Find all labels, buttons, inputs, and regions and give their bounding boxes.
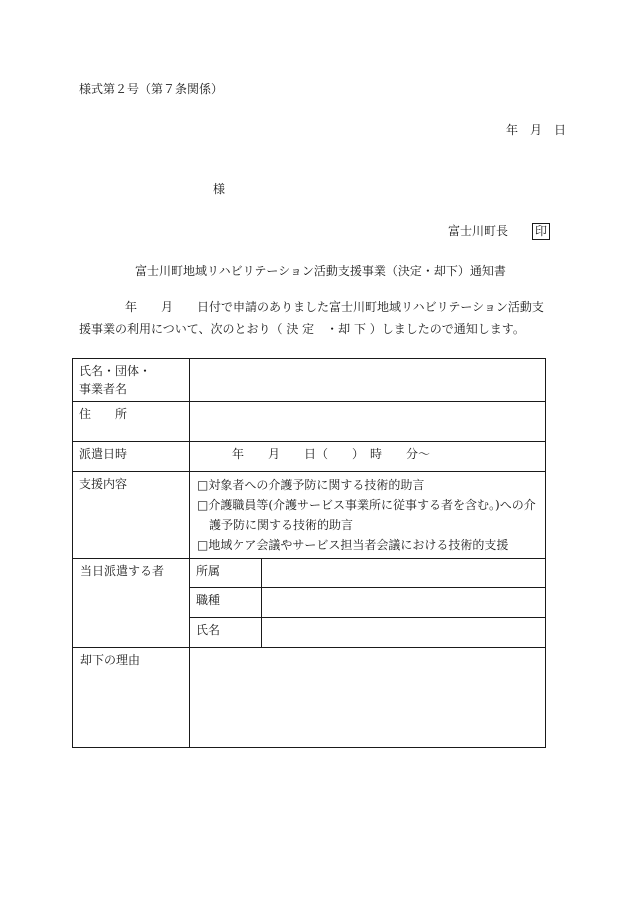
person-name-value-cell <box>262 618 546 648</box>
support-label: 支援内容 <box>73 472 190 559</box>
dispatch-date-label: 派遣日時 <box>73 442 190 472</box>
date-line: 年 月 日 <box>506 123 567 137</box>
rejection-reason-value-cell <box>190 648 546 748</box>
support-row <box>73 472 546 559</box>
dispatch-date-value: 年 月 日（ ） 時 分～ <box>190 442 546 472</box>
document-title: 富士川町地域リハビリテーション活動支援事業（決定・却下）通知書 <box>135 264 506 278</box>
name-label-1: 氏名・団体・ <box>79 364 152 378</box>
support-option-2-cont: 護予防に関する技術的助言 <box>209 518 354 532</box>
affiliation-row <box>73 559 546 588</box>
notice-body <box>79 296 549 340</box>
person-name-label: 氏名 <box>190 618 262 648</box>
rejection-reason-row <box>73 648 546 748</box>
notice-body-line-2: 援事業の利用について、次のとおり（ 決 定 ・却 下 ）しましたので通知します。 <box>79 322 525 336</box>
addressee-suffix: 様 <box>213 182 226 196</box>
dispatch-date-row <box>73 442 546 472</box>
name-label-2: 事業者名 <box>79 382 128 396</box>
occupation-label: 職種 <box>190 588 262 618</box>
dispatch-person-label: 当日派遣する者 <box>73 559 190 648</box>
seal-mark: 印 <box>532 223 550 240</box>
address-label: 住 所 <box>73 402 190 442</box>
support-options-cell <box>190 472 546 559</box>
issuer-block <box>448 222 550 240</box>
name-value-cell <box>190 359 546 402</box>
notice-form-table <box>72 358 546 748</box>
address-row <box>73 402 546 442</box>
affiliation-label: 所属 <box>190 559 262 588</box>
occupation-value-cell <box>262 588 546 618</box>
support-option-3: □地域ケア会議やサービス担当者会議における技術的支援 <box>197 538 509 552</box>
name-row <box>73 359 546 402</box>
support-option-2: □介護職員等(介護サービス事業所に従事する者を含む。)への介 <box>197 498 536 512</box>
rejection-reason-label: 却下の理由 <box>73 648 190 748</box>
affiliation-value-cell <box>262 559 546 588</box>
form-number: 様式第２号（第７条関係） <box>79 82 224 96</box>
issuer-name: 富士川町長 <box>448 224 509 238</box>
notice-body-line-1: 年 月 日付で申請のありました富士川町地域リハビリテーション活動支 <box>125 300 544 314</box>
name-label-cell <box>73 359 190 402</box>
address-value-cell <box>190 402 546 442</box>
support-option-1: □対象者への介護予防に関する技術的助言 <box>197 478 425 492</box>
